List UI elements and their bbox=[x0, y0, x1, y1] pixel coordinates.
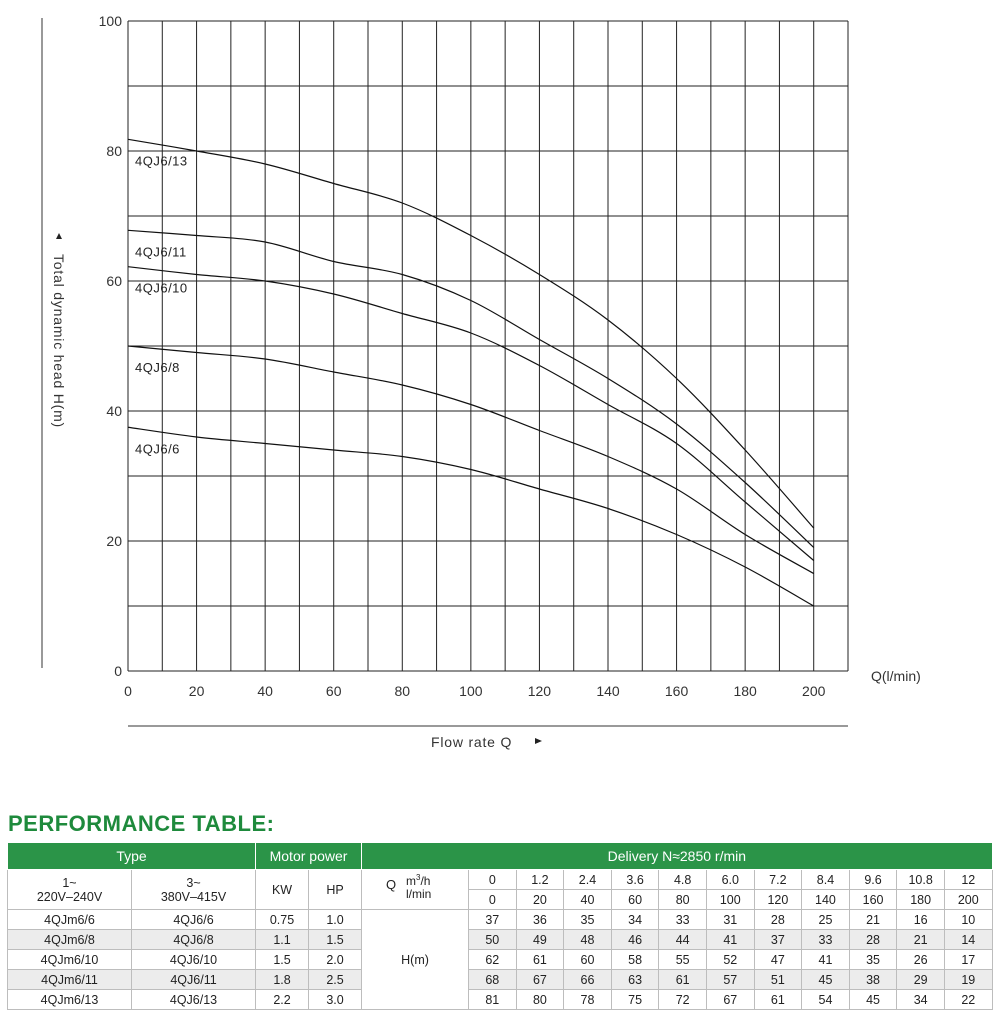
head-value: 75 bbox=[611, 990, 659, 1010]
head-value: 41 bbox=[802, 950, 850, 970]
head-value: 10 bbox=[944, 910, 992, 930]
table-row bbox=[8, 990, 993, 1010]
m3h-value: 6.0 bbox=[706, 870, 754, 890]
single-voltage-label: 220V–240V bbox=[36, 889, 103, 904]
head-value: 22 bbox=[944, 990, 992, 1010]
head-value: 33 bbox=[802, 930, 850, 950]
lmin-value: 0 bbox=[469, 890, 517, 910]
y-tick-label: 80 bbox=[106, 143, 122, 159]
m3h-value: 3.6 bbox=[611, 870, 659, 890]
y-axis-title: Total dynamic head H(m) bbox=[51, 254, 67, 429]
curve-label: 4QJ6/11 bbox=[135, 244, 187, 260]
m3h-unit-label: $m^3/h$ bbox=[406, 873, 431, 888]
m3h-value: 7.2 bbox=[754, 870, 802, 890]
single-phase-model: 4QJm6/6 bbox=[8, 910, 132, 930]
head-value: 49 bbox=[516, 930, 564, 950]
kw-header: KW bbox=[256, 870, 309, 910]
table-group-header-row bbox=[8, 843, 993, 870]
head-value: 68 bbox=[469, 970, 517, 990]
head-value: 61 bbox=[659, 970, 707, 990]
y-tick-label: 0 bbox=[114, 663, 122, 679]
kw-value: 0.75 bbox=[256, 910, 309, 930]
q-header bbox=[362, 870, 469, 910]
m3h-value: 1.2 bbox=[516, 870, 564, 890]
lmin-value: 60 bbox=[611, 890, 659, 910]
head-value: 16 bbox=[897, 910, 945, 930]
lmin-value: 160 bbox=[849, 890, 897, 910]
x-tick-label: 20 bbox=[188, 683, 205, 699]
head-value: 34 bbox=[897, 990, 945, 1010]
head-value: 34 bbox=[611, 910, 659, 930]
three-voltage-label: 380V–415V bbox=[160, 889, 227, 904]
lmin-value: 180 bbox=[897, 890, 945, 910]
x-tick-label: 80 bbox=[394, 683, 411, 699]
q-label: Q bbox=[386, 877, 397, 892]
head-value: 44 bbox=[659, 930, 707, 950]
single-phase-model: 4QJm6/13 bbox=[8, 990, 132, 1010]
head-value: 51 bbox=[754, 970, 802, 990]
lmin-value: 140 bbox=[802, 890, 850, 910]
head-value: 19 bbox=[944, 970, 992, 990]
head-value: 41 bbox=[706, 930, 754, 950]
head-value: 26 bbox=[897, 950, 945, 970]
y-tick-label: 60 bbox=[106, 273, 122, 289]
head-value: 37 bbox=[469, 910, 517, 930]
table-row bbox=[8, 970, 993, 990]
head-value: 14 bbox=[944, 930, 992, 950]
head-value: 67 bbox=[516, 970, 564, 990]
head-value: 35 bbox=[849, 950, 897, 970]
table-row bbox=[8, 910, 993, 930]
x-tick-label: 120 bbox=[527, 683, 552, 699]
head-value: 28 bbox=[849, 930, 897, 950]
head-value: 61 bbox=[754, 990, 802, 1010]
single-phase-model: 4QJm6/8 bbox=[8, 930, 132, 950]
lmin-value: 120 bbox=[754, 890, 802, 910]
m3h-value: 9.6 bbox=[849, 870, 897, 890]
head-value: 61 bbox=[516, 950, 564, 970]
lmin-value: 200 bbox=[944, 890, 992, 910]
kw-value: 2.2 bbox=[256, 990, 309, 1010]
lmin-value: 40 bbox=[564, 890, 612, 910]
head-value: 60 bbox=[564, 950, 612, 970]
delivery-header: Delivery N≈2850 r/min bbox=[362, 843, 993, 870]
three-phase-model: 4QJ6/11 bbox=[132, 970, 256, 990]
head-value: 52 bbox=[706, 950, 754, 970]
head-value: 35 bbox=[564, 910, 612, 930]
m3h-value: 10.8 bbox=[897, 870, 945, 890]
head-value: 21 bbox=[897, 930, 945, 950]
x-tick-label: 60 bbox=[325, 683, 342, 699]
head-value: 47 bbox=[754, 950, 802, 970]
lmin-value: 80 bbox=[659, 890, 707, 910]
head-value: 21 bbox=[849, 910, 897, 930]
hp-value: 3.0 bbox=[309, 990, 362, 1010]
lmin-unit-label: l/min bbox=[406, 887, 432, 901]
x-tick-label: 180 bbox=[733, 683, 757, 699]
hp-value: 2.5 bbox=[309, 970, 362, 990]
m3h-value: 8.4 bbox=[802, 870, 850, 890]
x-tick-label: 200 bbox=[802, 683, 826, 699]
x-tick-label: 0 bbox=[124, 683, 132, 699]
head-value: 31 bbox=[706, 910, 754, 930]
head-value: 48 bbox=[564, 930, 612, 950]
y-title-arrow-icon bbox=[56, 233, 62, 239]
m3h-value: 2.4 bbox=[564, 870, 612, 890]
curve-label: 4QJ6/8 bbox=[135, 360, 180, 375]
x-tick-label: 40 bbox=[257, 683, 273, 699]
single-phase-model: 4QJm6/11 bbox=[8, 970, 132, 990]
chart-grid bbox=[128, 21, 848, 671]
head-value: 62 bbox=[469, 950, 517, 970]
x-tick-label: 100 bbox=[459, 683, 483, 699]
three-phase-label: 3~ bbox=[186, 875, 201, 890]
x-tick-label: 160 bbox=[664, 683, 689, 699]
head-value: 45 bbox=[849, 990, 897, 1010]
head-value: 72 bbox=[659, 990, 707, 1010]
type-header: Type bbox=[8, 843, 256, 870]
y-tick-label: 40 bbox=[106, 403, 122, 419]
head-value: 46 bbox=[611, 930, 659, 950]
head-value: 45 bbox=[802, 970, 850, 990]
hp-value: 1.0 bbox=[309, 910, 362, 930]
head-value: 50 bbox=[469, 930, 517, 950]
single-phase-label: 1~ bbox=[62, 875, 77, 890]
head-value: 66 bbox=[564, 970, 612, 990]
performance-table-title: PERFORMANCE TABLE: bbox=[8, 811, 275, 836]
curve-label: 4QJ6/13 bbox=[135, 153, 188, 169]
three-phase-model: 4QJ6/10 bbox=[132, 950, 256, 970]
table-row bbox=[8, 930, 993, 950]
head-value: 80 bbox=[516, 990, 564, 1010]
kw-value: 1.8 bbox=[256, 970, 309, 990]
three-phase-header bbox=[132, 870, 256, 910]
kw-value: 1.5 bbox=[256, 950, 309, 970]
lmin-value: 20 bbox=[516, 890, 564, 910]
head-value: 28 bbox=[754, 910, 802, 930]
curve-label: 4QJ6/10 bbox=[135, 280, 188, 296]
y-tick-label: 100 bbox=[98, 13, 122, 29]
hp-value: 1.5 bbox=[309, 930, 362, 950]
motor-power-header: Motor power bbox=[256, 843, 362, 870]
table-unit-row-m3h bbox=[8, 870, 993, 890]
x-title-arrow-icon bbox=[535, 738, 542, 744]
head-value: 37 bbox=[754, 930, 802, 950]
y-tick-label: 20 bbox=[106, 533, 122, 549]
curve-label: 4QJ6/6 bbox=[135, 441, 180, 457]
lmin-value: 100 bbox=[706, 890, 754, 910]
three-phase-model: 4QJ6/8 bbox=[132, 930, 256, 950]
chart-tick-labels bbox=[99, 13, 826, 699]
m3h-value: 4.8 bbox=[659, 870, 707, 890]
head-value: 78 bbox=[564, 990, 612, 1010]
head-value: 58 bbox=[611, 950, 659, 970]
kw-value: 1.1 bbox=[256, 930, 309, 950]
head-value: 63 bbox=[611, 970, 659, 990]
head-value: 25 bbox=[802, 910, 850, 930]
single-phase-model: 4QJm6/10 bbox=[8, 950, 132, 970]
head-value: 17 bbox=[944, 950, 992, 970]
hp-value: 2.0 bbox=[309, 950, 362, 970]
head-value: 57 bbox=[706, 970, 754, 990]
single-phase-header bbox=[8, 870, 132, 910]
head-value: 54 bbox=[802, 990, 850, 1010]
three-phase-model: 4QJ6/6 bbox=[132, 910, 256, 930]
x-tick-label: 140 bbox=[596, 683, 620, 699]
three-phase-model: 4QJ6/13 bbox=[132, 990, 256, 1010]
performance-table bbox=[7, 842, 993, 1010]
m3h-value: 0 bbox=[469, 870, 517, 890]
head-label: H(m) bbox=[362, 910, 469, 1010]
head-value: 29 bbox=[897, 970, 945, 990]
head-value: 81 bbox=[469, 990, 517, 1010]
head-value: 67 bbox=[706, 990, 754, 1010]
x-axis-title: Flow rate Q bbox=[431, 734, 513, 750]
table-row bbox=[8, 950, 993, 970]
head-value: 55 bbox=[659, 950, 707, 970]
m3h-value: 12 bbox=[944, 870, 992, 890]
hp-header: HP bbox=[309, 870, 362, 910]
x-axis-unit-label: Q(l/min) bbox=[871, 668, 921, 684]
head-value: 33 bbox=[659, 910, 707, 930]
head-value: 36 bbox=[516, 910, 564, 930]
head-value: 38 bbox=[849, 970, 897, 990]
